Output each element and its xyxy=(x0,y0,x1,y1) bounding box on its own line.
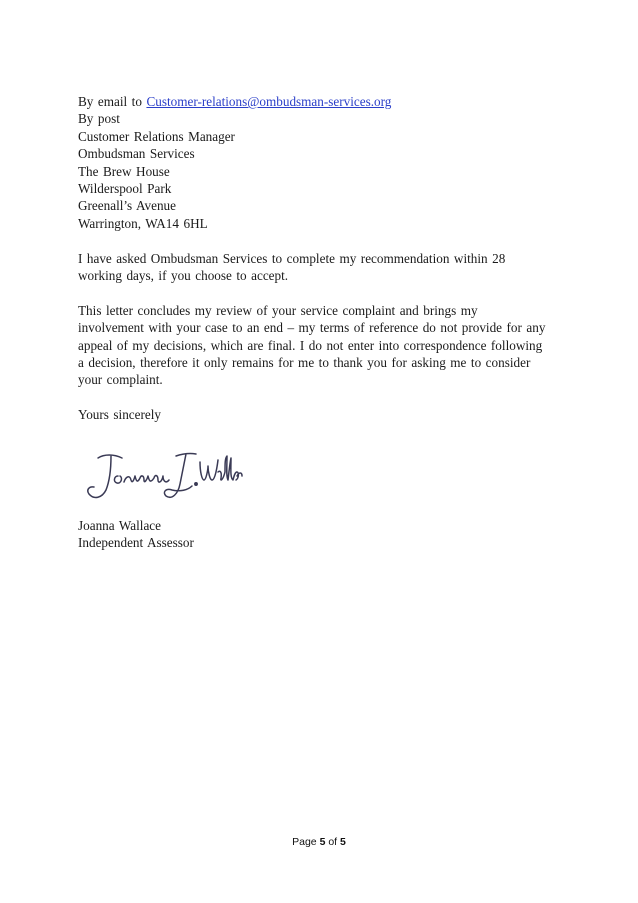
by-email-prefix: By email to xyxy=(78,94,142,109)
closing-salutation: Yours sincerely xyxy=(78,407,162,423)
page-footer xyxy=(0,836,638,848)
paragraph-line: involvement with your case to an end – my terms of reference do not provide for any xyxy=(78,320,546,336)
signer-name: Joanna Wallace xyxy=(78,518,162,533)
delivery-block xyxy=(78,93,578,232)
paragraph-line: appeal of my decisions, which are final. I do not enter into correspondence following xyxy=(78,337,543,353)
address-line-organisation: Ombudsman Services xyxy=(78,146,195,162)
address-line-park: Wilderspool Park xyxy=(78,181,172,197)
of-word: of xyxy=(328,836,338,848)
address-line-street: Greenall’s Avenue xyxy=(78,198,176,214)
address-line-building: The Brew House xyxy=(78,163,170,179)
paragraph-line: your complaint. xyxy=(78,372,163,388)
closing-block xyxy=(78,406,578,423)
address-line-recipient: Customer Relations Manager xyxy=(78,128,235,144)
paragraph-line: I have asked Ombudsman Services to complete my recommendation within 28 xyxy=(78,250,506,266)
paragraph-line: a decision, therefore it only remains for me to thank you for asking me to consider xyxy=(78,355,531,371)
page-word: Page xyxy=(292,836,317,848)
email-link[interactable]: Customer-relations@ombudsman-services.org xyxy=(146,94,392,109)
current-page-number: 5 xyxy=(319,836,326,848)
by-email-line xyxy=(78,93,578,110)
paragraph-line: working days, if you choose to accept. xyxy=(78,268,289,284)
handwritten-signature xyxy=(84,440,244,506)
total-pages-number: 5 xyxy=(340,836,346,848)
letter-body xyxy=(78,93,578,441)
address-line-town-postcode: Warrington, WA14 6HL xyxy=(78,215,208,231)
paragraph-line: This letter concludes my review of your service complaint and brings my xyxy=(78,302,478,318)
recommendation-paragraph xyxy=(78,250,578,285)
signoff-block xyxy=(78,517,194,552)
by-post-line: By post xyxy=(78,111,120,127)
signer-title: Independent Assessor xyxy=(78,535,194,551)
conclusion-paragraph xyxy=(78,302,578,389)
